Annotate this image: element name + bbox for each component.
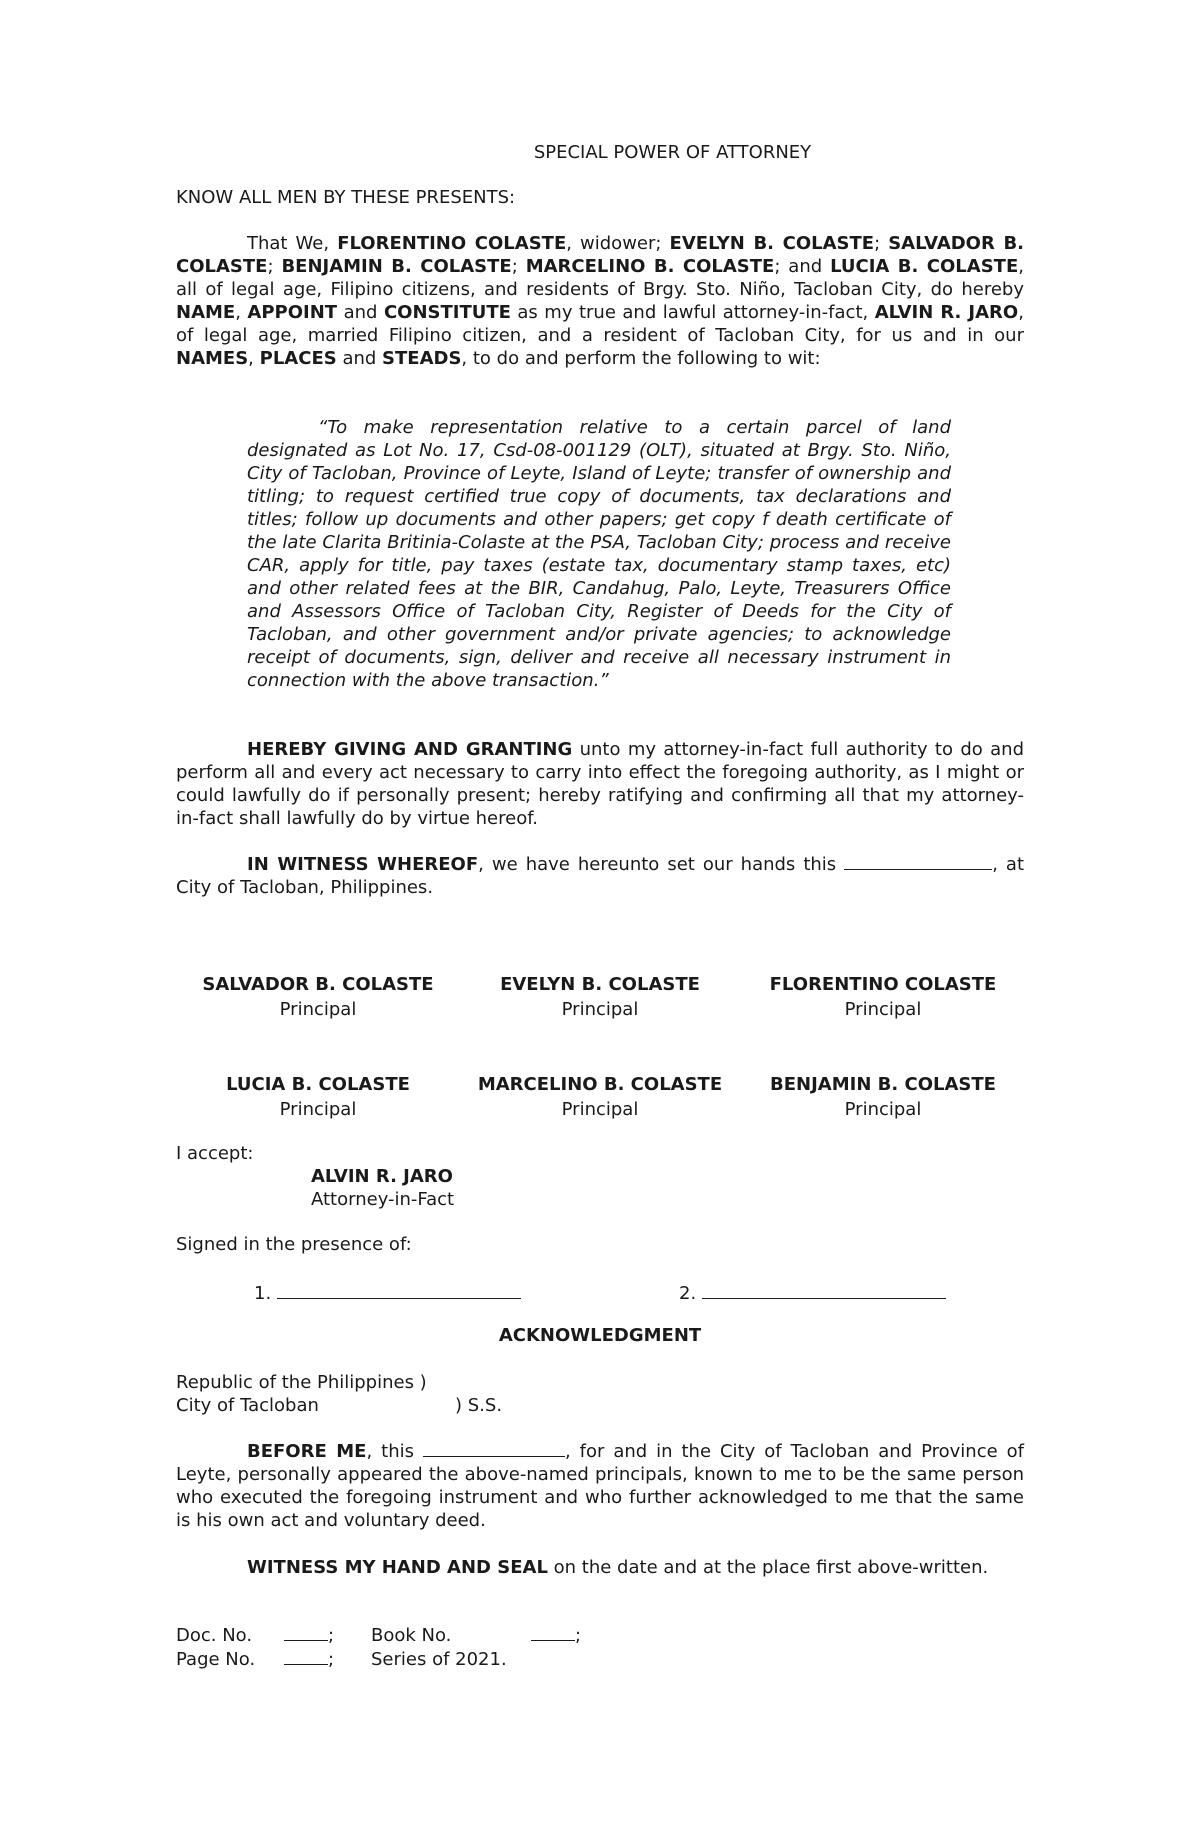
- before-me-paragraph: BEFORE ME, this , for and in the City of Tacloban and Province of Leyte, personally appeared the above-named principals, known to me to be the same person who executed the foregoing instrument and who further acknowledged to me that the same is his own act and voluntary deed.: [176, 1441, 1024, 1531]
- document-title: SPECIAL POWER OF ATTORNEY: [533, 142, 812, 163]
- p1-text: That We,: [247, 233, 330, 254]
- principal-name: SALVADOR B. COLASTE: [176, 233, 1025, 277]
- date-blank[interactable]: [423, 1440, 565, 1457]
- doc-no-blank: ;: [284, 1624, 334, 1647]
- intro-line: KNOW ALL MEN BY THESE PRESENTS:: [176, 187, 516, 208]
- witness-whereof-paragraph: IN WITNESS WHEREOF, we have hereunto set our hands this , at City of Tacloban, Philippines.: [176, 854, 1025, 898]
- attorney-role: Attorney-in-Fact: [311, 1189, 455, 1210]
- attorney-signature-block: [311, 1165, 454, 1211]
- witness-line-1: 1.: [254, 1282, 521, 1305]
- witness-signature-blank[interactable]: [277, 1282, 521, 1299]
- signatory-name: MARCELINO B. COLASTE: [477, 1074, 723, 1095]
- page-no: Page No.: [176, 1649, 256, 1670]
- signatory-name: LUCIA B. COLASTE: [226, 1074, 410, 1095]
- principal-name: BENJAMIN B. COLASTE: [281, 256, 512, 277]
- signature-block: [450, 1072, 750, 1122]
- signatory-role: Principal: [561, 999, 639, 1020]
- signature-block: [168, 1072, 468, 1122]
- signature-block: [733, 972, 1033, 1022]
- acknowledgment-title: ACKNOWLEDGMENT: [498, 1325, 702, 1346]
- presence-label: Signed in the presence of:: [176, 1234, 412, 1255]
- signature-block: [168, 972, 468, 1022]
- series-label: Series of 2021.: [371, 1649, 507, 1670]
- principal-name: EVELYN B. COLASTE: [669, 233, 875, 254]
- doc-no: Doc. No.: [176, 1625, 253, 1646]
- signatory-name: FLORENTINO COLASTE: [769, 974, 997, 995]
- witness-seal-paragraph: WITNESS MY HAND AND SEAL on the date and at the place first above-written.: [247, 1557, 989, 1578]
- principal-name: LUCIA B. COLASTE: [830, 256, 1019, 277]
- signatory-role: Principal: [279, 999, 357, 1020]
- signatory-role: Principal: [844, 1099, 922, 1120]
- granting-paragraph: HEREBY GIVING AND GRANTING unto my attorney-in-fact full authority to do and perform all and every act necessary to carry into effect the foregoing authority, as I might or could lawfully do if personally present; hereby ratifying and confirming all that my attorney-in-fact shall lawfully do by virtue hereof.: [176, 739, 1024, 829]
- attorney-name: ALVIN R. JARO: [311, 1166, 453, 1187]
- signatory-name: SALVADOR B. COLASTE: [202, 974, 434, 995]
- powers-quote: “To make representation relative to a certain parcel of land designated as Lot No. 17, Csd-08-001129 (OLT), situated at Brgy. Sto. Niño, City of Tacloban, Province of Leyte, Island of Leyte; transfer of ownership and titling; to request certified true copy of documents, tax declarations and titles; follow up documents and other papers; get copy f death certificate of the late Clarita Britinia-Colaste at the PSA, Tacloban City; process and receive CAR, apply for title, pay taxes (estate tax, documentary stamp taxes, etc) and other related fees at the BIR, Candahug, Palo, Leyte, Treasurers Office and Assessors Office of Tacloban City, Register of Deeds for the City of Tacloban, and other government and/or private agencies; to acknowledge receipt of documents, sign, deliver and receive all necessary instrument in connection with the above transaction.”: [247, 417, 951, 691]
- date-blank[interactable]: [844, 853, 992, 870]
- appointment-paragraph: That We, FLORENTINO COLASTE, widower; EVELYN B. COLASTE; SALVADOR B. COLASTE; BENJAMIN B. COLASTE; MARCELINO B. COLASTE; and LUCIA B. COLASTE, all of legal age, Filipino citizens, and residents of Brgy. Sto. Niño, Tacloban City, do hereby NAME, APPOINT and CONSTITUTE as my true and lawful attorney-in-fact, ALVIN R. JARO, of legal age, married Filipino citizen, and a resident of Tacloban City, for us and in our NAMES, PLACES and STEADS, to do and perform the following to wit:: [176, 233, 1025, 369]
- witness-signature-blank[interactable]: [702, 1282, 946, 1299]
- page-no-blank: ;: [284, 1648, 334, 1671]
- signatory-role: Principal: [844, 999, 922, 1020]
- signatory-role: Principal: [561, 1099, 639, 1120]
- venue-line-1: Republic of the Philippines ): [176, 1372, 427, 1393]
- signature-block: [733, 1072, 1033, 1122]
- accept-label: I accept:: [176, 1143, 254, 1164]
- book-no-blank: ;: [531, 1624, 581, 1647]
- venue-line-2: City of Tacloban ) S.S.: [176, 1395, 503, 1416]
- signatory-role: Principal: [279, 1099, 357, 1120]
- book-no: Book No.: [371, 1625, 452, 1646]
- principal-name: FLORENTINO COLASTE: [337, 233, 567, 254]
- principal-name: MARCELINO B. COLASTE: [525, 256, 775, 277]
- signatory-name: BENJAMIN B. COLASTE: [770, 1074, 996, 1095]
- attorney-name: ALVIN R. JARO: [874, 302, 1019, 323]
- signatory-name: EVELYN B. COLASTE: [500, 974, 700, 995]
- witness-line-2: 2.: [679, 1282, 946, 1305]
- signature-block: [450, 972, 750, 1022]
